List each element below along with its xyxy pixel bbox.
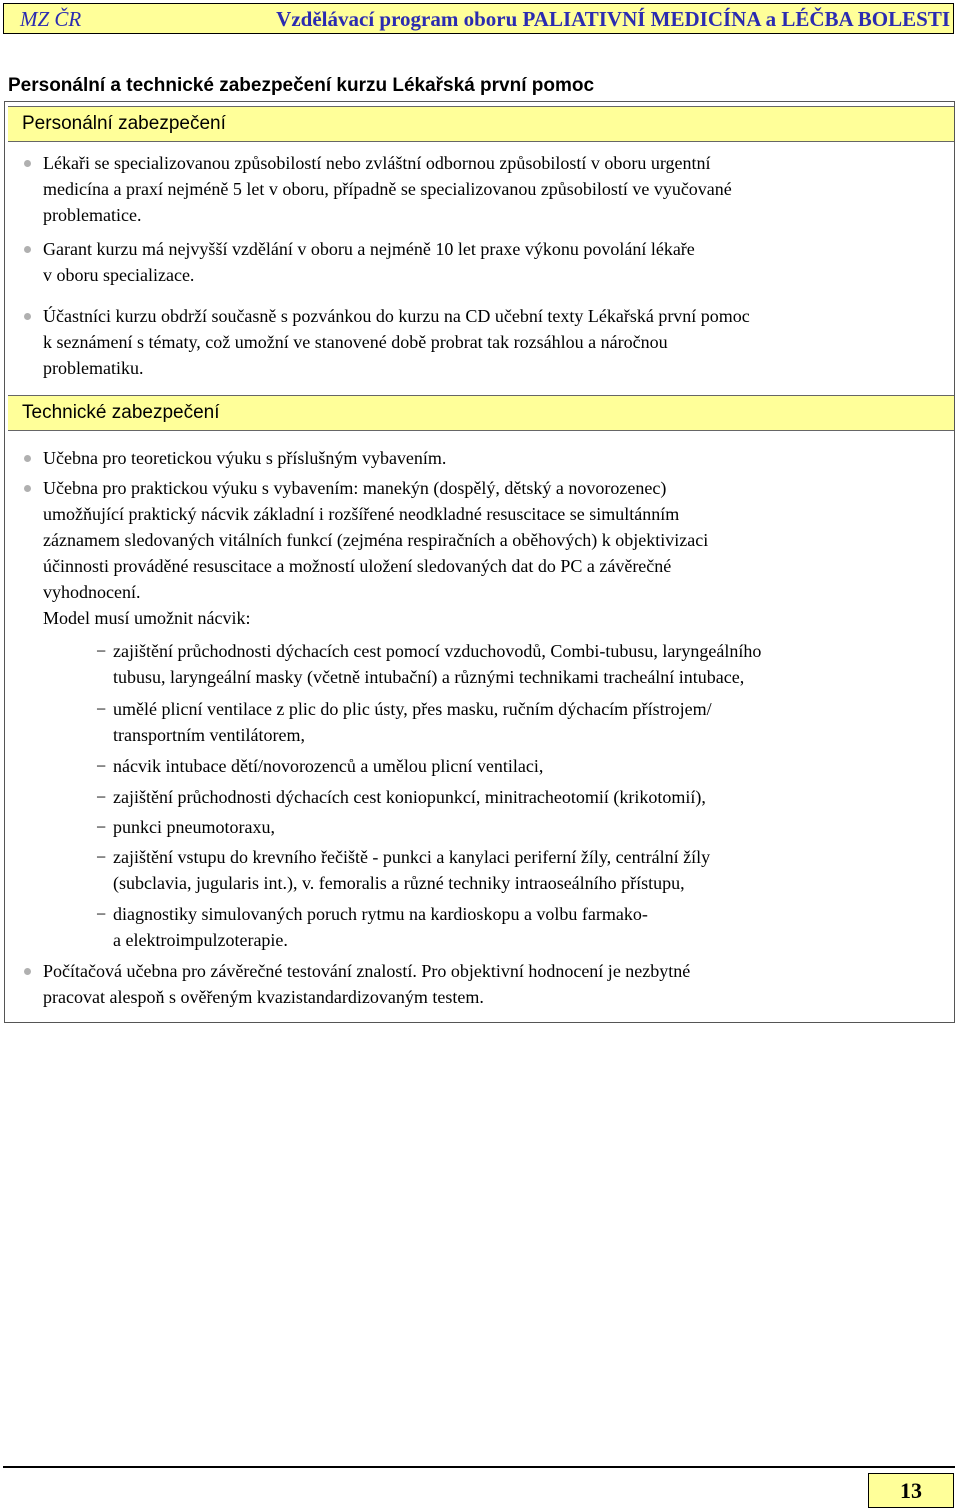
dash-icon: − — [96, 847, 107, 867]
bullet-icon — [24, 160, 31, 167]
sub-list-item: umělé plicní ventilace z plic do plic ústy, přes masku, ručním dýchacím přístrojem/ transportním ventilátorem, — [113, 699, 712, 745]
section-title: Personální a technické zabezpečení kurzu Lékařská první pomoc — [8, 75, 595, 96]
bullet-icon — [24, 313, 31, 320]
bullet-icon — [24, 246, 31, 253]
bullet-icon — [24, 455, 31, 462]
list-item: Lékaři se specializovanou způsobilostí nebo zvláštní odbornou způsobilostí v oboru urgentní medicína a praxí nejméně 5 let v oboru, případně se specializovanou způsobilostí ve vyučované problematice. — [43, 153, 732, 225]
header-ministry: MZ ČR — [20, 7, 82, 31]
header-program-title: Vzdělávací program oboru PALIATIVNÍ MEDICÍNA a LÉČBA BOLESTI — [276, 7, 950, 31]
list-item: Garant kurzu má nejvyšší vzdělání v oboru a nejméně 10 let praxe výkonu povolání lékaře v oboru specializace. — [43, 239, 695, 285]
bullet-icon — [24, 968, 31, 975]
dash-icon: − — [96, 904, 107, 924]
list-item: Učebna pro teoretickou výuku s příslušným vybavením. — [43, 448, 447, 468]
personnel-heading: Personální zabezpečení — [8, 106, 954, 142]
page-number: 13 — [868, 1473, 954, 1508]
list-item: Učebna pro praktickou výuku s vybavením: manekýn (dospělý, dětský a novorozenec) umožňující praktický nácvik základní i rozšířené neodkladné resuscitace se simultánním záznamem sledovaných vitálních funkcí (zejména respiračních a oběhových) k objektivizaci účinnosti prováděné resuscitace a možností uložení sledovaných dat do PC a závěrečné vyhodnocení. Model musí umožnit nácvik: — [43, 478, 709, 628]
technical-heading: Technické zabezpečení — [8, 395, 954, 431]
list-item: Účastníci kurzu obdrží současně s pozvánkou do kurzu na CD učební texty Lékařská první pomoc k seznámení s tématy, což umožní ve stanovené době probrat tak rozsáhlou a náročnou problematiku. — [43, 306, 750, 378]
sub-list-item: nácvik intubace dětí/novorozenců a umělou plicní ventilaci, — [113, 756, 544, 776]
page-header — [3, 3, 954, 34]
sub-list-item: zajištění vstupu do krevního řečiště - punkci a kanylaci periferní žíly, centrální žíly (subclavia, jugularis int.), v. femoralis a různé techniky intraoseálního přístupu, — [113, 847, 711, 893]
dash-icon: − — [96, 756, 107, 776]
sub-list-item: zajištění průchodnosti dýchacích cest pomocí vzduchovodů, Combi-tubusu, laryngeálního tubusu, laryngeální masky (včetně intubační) a různými technikami tracheální intubace, — [113, 641, 762, 687]
dash-icon: − — [96, 787, 107, 807]
dash-icon: − — [96, 817, 107, 837]
dash-icon: − — [96, 641, 107, 661]
sub-list-item: diagnostiky simulovaných poruch rytmu na kardioskopu a volbu farmako- a elektroimpulzoterapie. — [113, 904, 648, 950]
dash-icon: − — [96, 699, 107, 719]
bullet-icon — [24, 485, 31, 492]
sub-list-item: zajištění průchodnosti dýchacích cest koniopunkcí, minitracheotomií (krikotomií), — [113, 787, 706, 807]
list-item: Počítačová učebna pro závěrečné testování znalostí. Pro objektivní hodnocení je nezbytné pracovat alespoň s ověřeným kvazistandardizovaným testem. — [43, 961, 691, 1007]
sub-list-item: punkci pneumotoraxu, — [113, 817, 275, 837]
footer-rule — [3, 1466, 955, 1468]
